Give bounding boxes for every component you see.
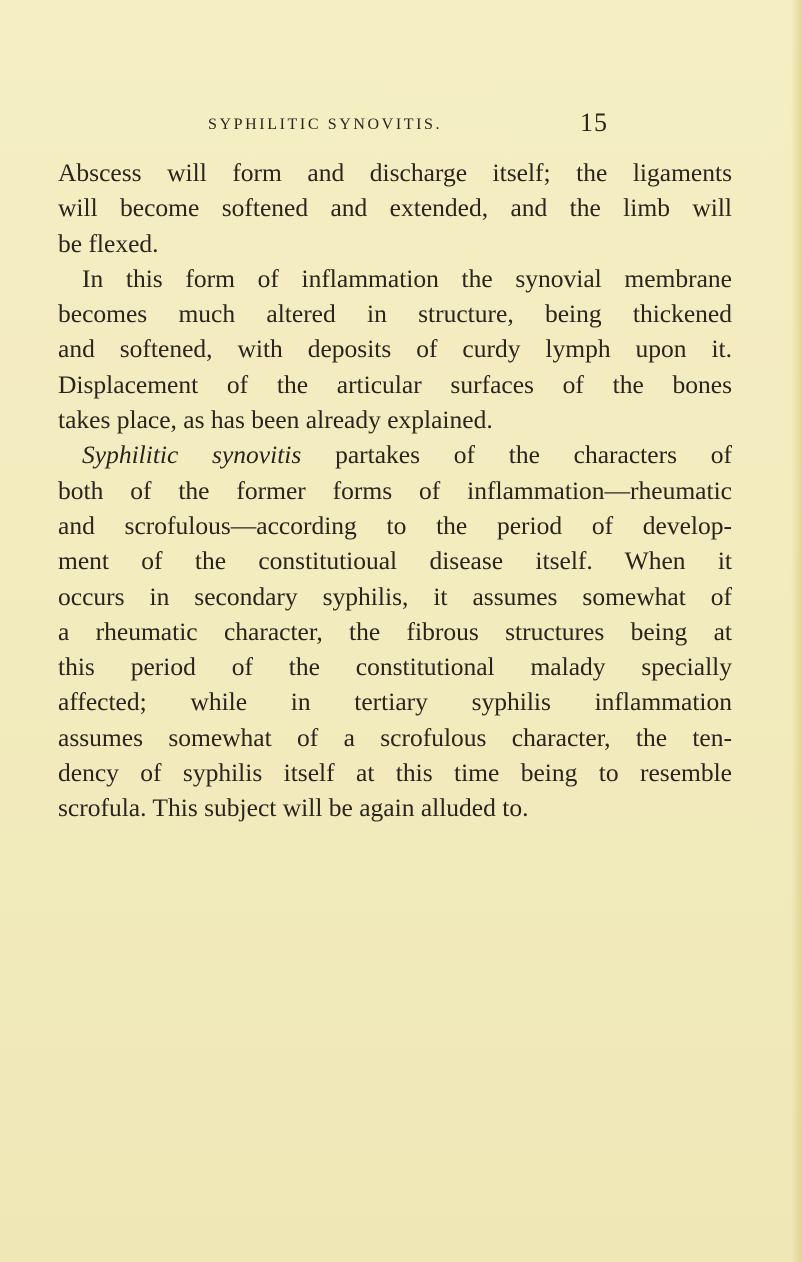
paragraph-2	[58, 261, 732, 437]
text-line: becomes much altered in structure, being thickened	[58, 299, 732, 329]
italic-term: Syphilitic synovitis	[82, 440, 302, 470]
text-line: takes place, as has been already explained.	[58, 405, 493, 435]
text-line	[58, 437, 732, 472]
text-line: ment of the constitutioual disease itself. When it	[58, 546, 732, 576]
running-head: SYPHILITIC SYNOVITIS.	[208, 116, 443, 133]
page-number: 15	[580, 108, 608, 137]
page-header	[178, 108, 608, 138]
text-line: assumes somewhat of a scrofulous character, the ten-	[58, 722, 732, 752]
body-text	[58, 155, 732, 826]
text-line: In this form of inflammation the synovial membrane	[82, 263, 732, 293]
text-line: occurs in secondary syphilis, it assumes somewhat of	[58, 581, 732, 611]
text-line: scrofula. This subject will be again alluded to.	[58, 793, 529, 823]
text-run: partakes of the characters of	[301, 440, 732, 470]
paragraph-3	[58, 437, 732, 825]
text-line: affected; while in tertiary syphilis inflammation	[58, 687, 732, 717]
text-line: and scrofulous—according to the period of develop-	[58, 510, 732, 540]
text-line: be flexed.	[58, 228, 159, 258]
text-line: dency of syphilis itself at this time being to resemble	[58, 758, 732, 788]
text-line: and softened, with deposits of curdy lymph upon it.	[58, 334, 732, 364]
text-line: Abscess will form and discharge itself; the ligaments	[58, 158, 732, 187]
text-line: Displacement of the articular surfaces of the bones	[58, 369, 732, 399]
text-line: a rheumatic character, the fibrous structures being at	[58, 616, 732, 646]
paragraph-1	[58, 155, 732, 261]
text-line: both of the former forms of inflammation—rheumatic	[58, 475, 732, 505]
page-edge	[791, 0, 801, 1262]
text-line: this period of the constitutional malady specially	[58, 652, 732, 682]
text-line: will become softened and extended, and the limb will	[58, 193, 732, 223]
